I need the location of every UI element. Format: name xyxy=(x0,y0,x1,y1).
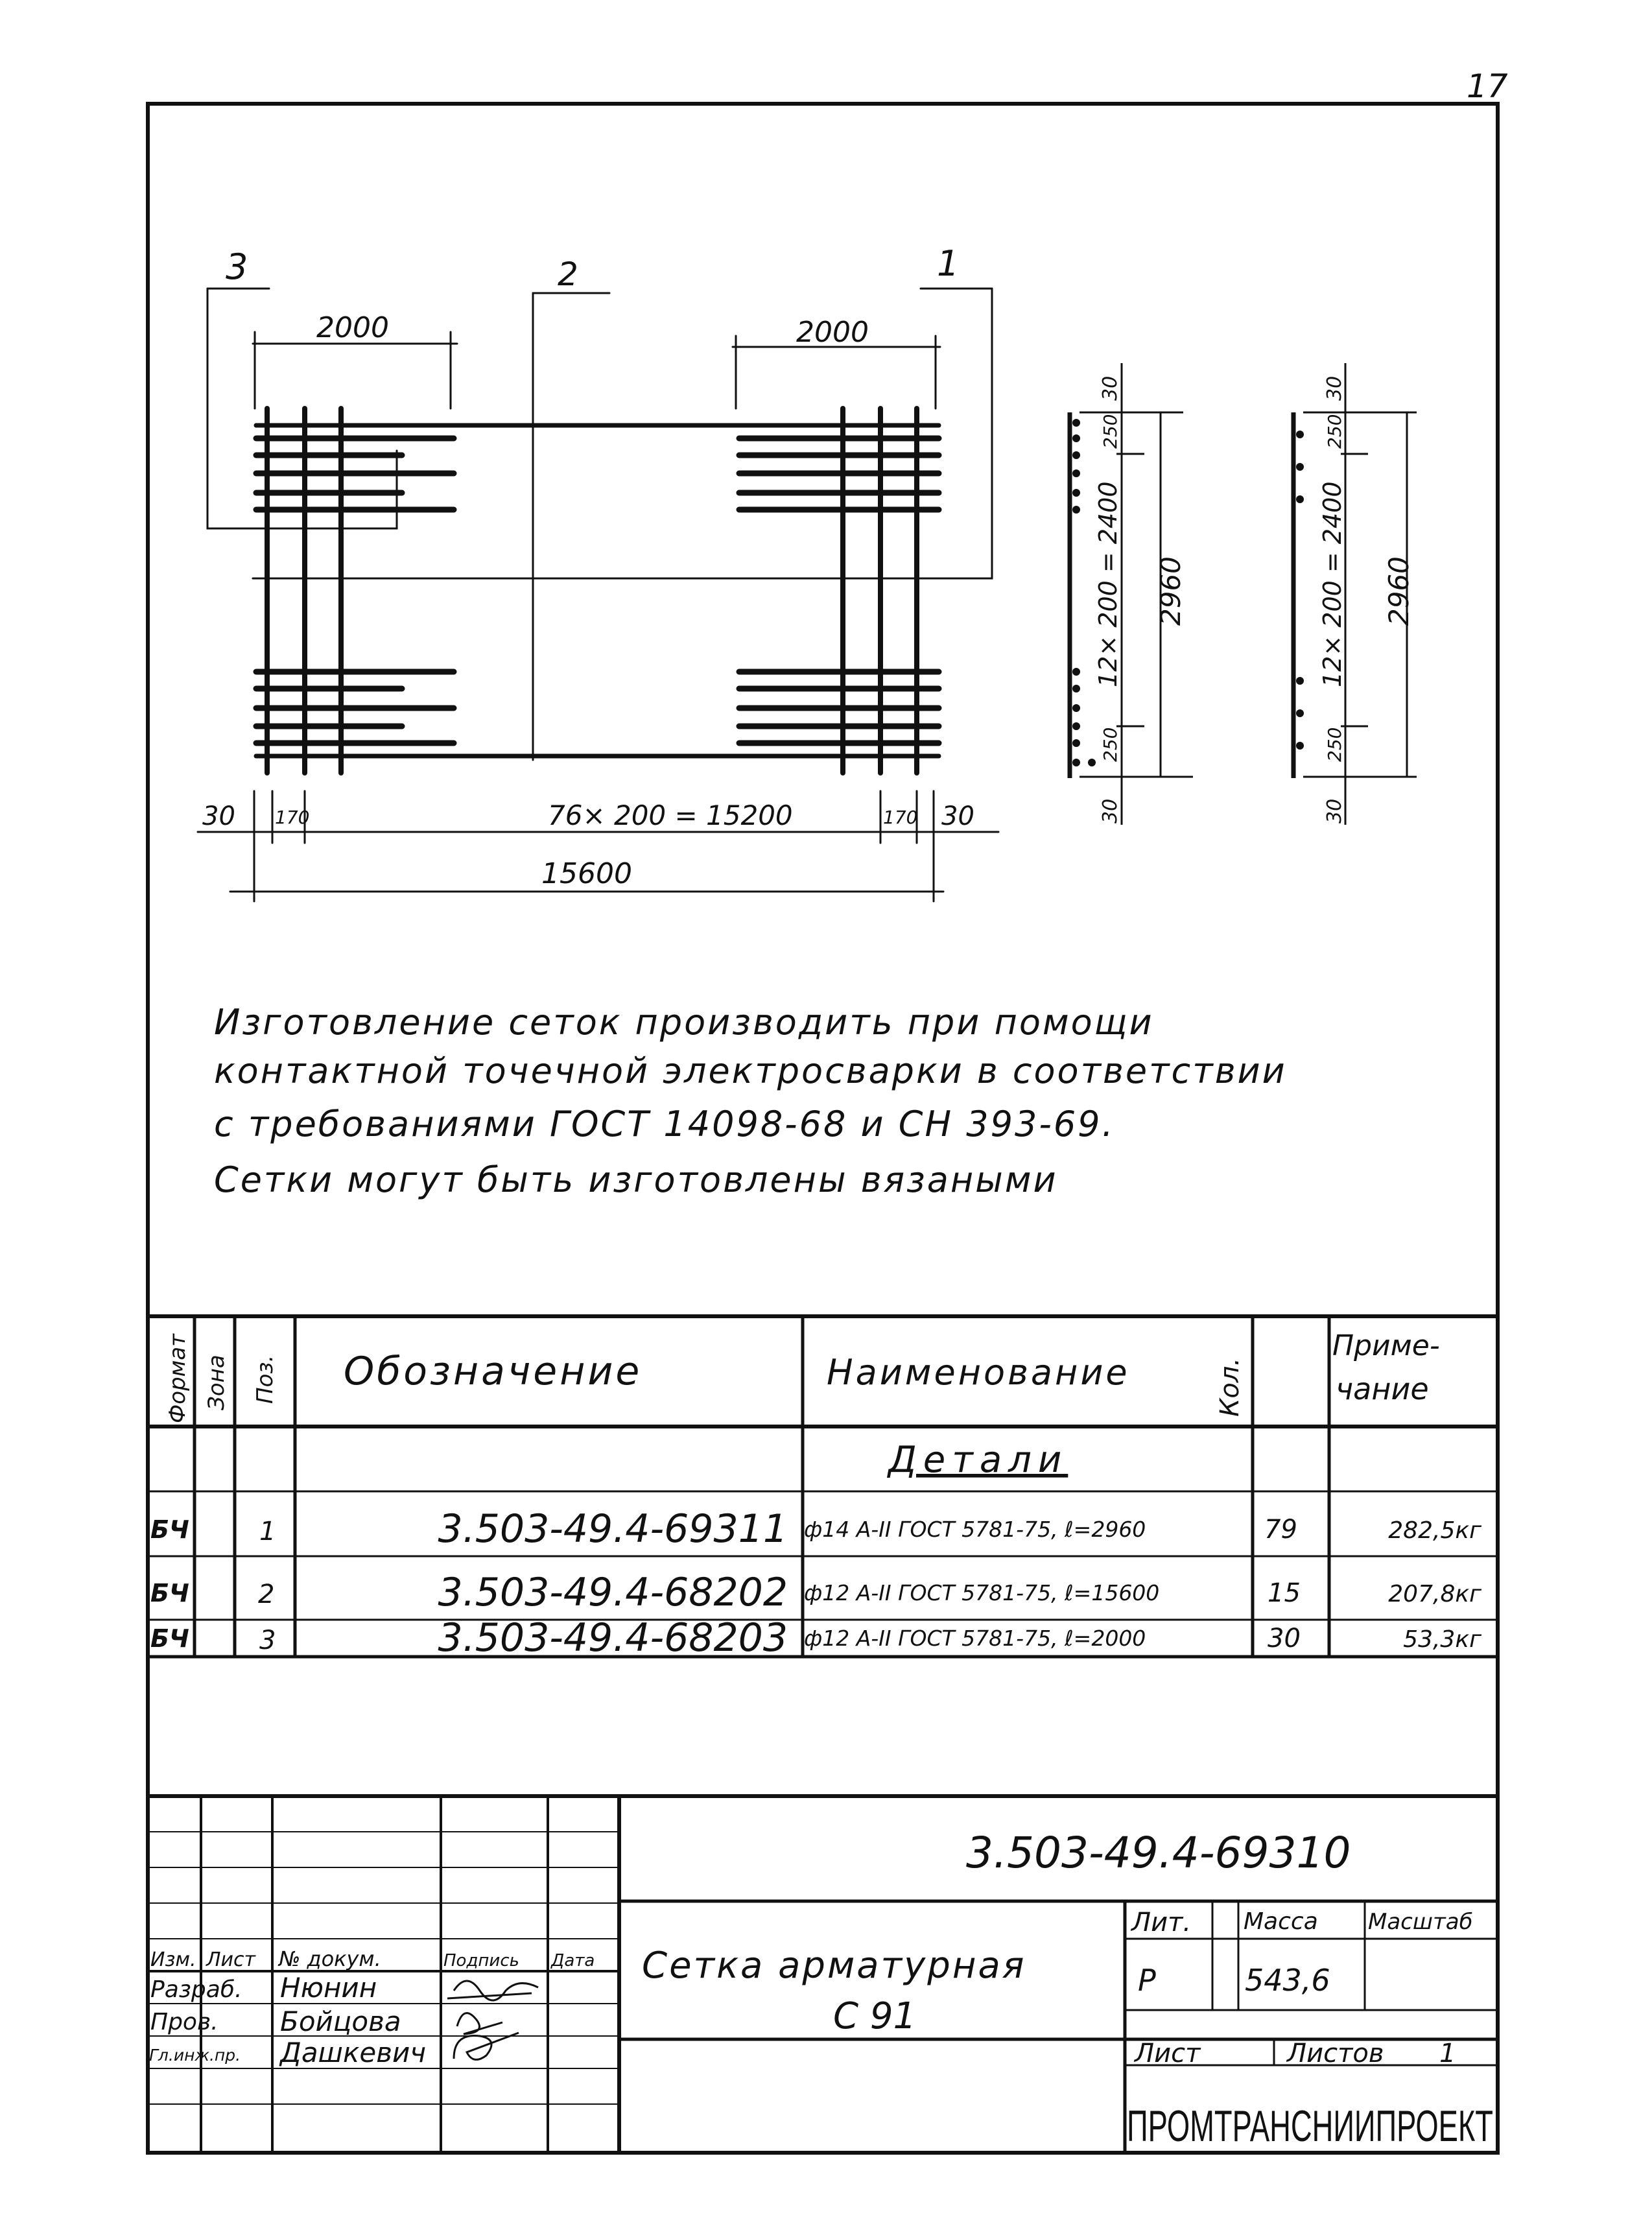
col-list: Лист xyxy=(206,1948,256,1971)
notes xyxy=(214,1002,1287,1200)
row-qty: 15 xyxy=(1268,1578,1301,1608)
row-format: БЧ xyxy=(150,1515,189,1544)
s2-250-top: 250 xyxy=(1324,414,1345,449)
name-checker: Бойцова xyxy=(280,2006,401,2037)
mass-value: 543,6 xyxy=(1245,1963,1330,1998)
doc-code: 3.503-49.4-69310 xyxy=(966,1828,1351,1878)
row-name: ф14 А-II ГОСТ 5781-75, ℓ=2960 xyxy=(804,1517,1146,1542)
row-designation: 3.503-49.4-69311 xyxy=(438,1506,788,1552)
dim-2000-right: 2000 xyxy=(796,316,869,349)
title-block-columns xyxy=(150,1947,595,1971)
name-developer: Нюнин xyxy=(280,1972,377,2004)
row-name: ф12 А-II ГОСТ 5781-75, ℓ=2000 xyxy=(804,1626,1146,1651)
section-title-details: Детали xyxy=(888,1439,1068,1481)
longitudinal-bars-ends xyxy=(256,438,939,743)
header-note-1: Приме- xyxy=(1332,1329,1440,1362)
header-designation: Обозначение xyxy=(344,1349,643,1394)
pos-label-1: 1 xyxy=(937,243,960,284)
row-note: 207,8кг xyxy=(1388,1581,1481,1607)
name-chief-engineer: Дашкевич xyxy=(280,2037,427,2068)
s2-total: 2960 xyxy=(1383,556,1415,626)
role-developer: Разраб. xyxy=(150,1976,242,2003)
dim-170-right: 170 xyxy=(883,807,918,828)
s1-250-bot: 250 xyxy=(1100,727,1121,762)
s2-mid: 12× 200 = 2400 xyxy=(1318,481,1347,687)
s2-30-bot: 30 xyxy=(1323,798,1346,823)
header-pos: Поз. xyxy=(252,1355,278,1404)
role-checker: Пров. xyxy=(150,2009,218,2035)
row-format: БЧ xyxy=(150,1579,189,1607)
s2-30-top: 30 xyxy=(1323,375,1346,401)
note-line-3: с требованиями ГОСТ 14098-68 и СН 393-69. xyxy=(214,1104,1115,1144)
sheet-label: Лист xyxy=(1135,2039,1201,2068)
row-note: 282,5кг xyxy=(1388,1517,1481,1544)
role-chief-engineer: Гл.инж.пр. xyxy=(149,2046,241,2065)
header-note-2: чание xyxy=(1336,1371,1429,1406)
header-qty: Кол. xyxy=(1215,1357,1245,1417)
row-format: БЧ xyxy=(150,1624,189,1653)
dim-30-right: 30 xyxy=(941,801,974,831)
pos-label-2: 2 xyxy=(558,255,578,293)
row-designation: 3.503-49.4-68203 xyxy=(438,1615,788,1661)
col-data: Дата xyxy=(551,1951,595,1971)
dim-main: 76× 200 = 15200 xyxy=(548,799,793,831)
s1-30-bot: 30 xyxy=(1099,798,1122,823)
row-qty: 79 xyxy=(1264,1515,1297,1545)
lit-value: Р xyxy=(1138,1963,1156,1998)
title-line-1: Сетка арматурная xyxy=(642,1945,1026,1987)
row-note: 53,3кг xyxy=(1403,1626,1481,1653)
note-line-1: Изготовление сеток производить при помощи xyxy=(214,1002,1154,1043)
dim-2000-left: 2000 xyxy=(316,311,389,344)
row-pos: 2 xyxy=(258,1580,275,1609)
s1-total: 2960 xyxy=(1155,556,1186,626)
mass-label: Масса xyxy=(1244,1908,1318,1935)
col-podpis: Подпись xyxy=(443,1951,519,1971)
row-pos: 1 xyxy=(259,1517,276,1546)
note-line-4: Сетки могут быть изготовлены вязаными xyxy=(214,1159,1058,1200)
col-izm: Изм. xyxy=(150,1948,196,1971)
organization: ПРОМТРАНСНИИПРОЕКТ xyxy=(1127,2102,1493,2151)
title-line-2: С 91 xyxy=(833,1995,917,2037)
spec-row-1 xyxy=(150,1506,1482,1552)
s1-mid: 12× 200 = 2400 xyxy=(1094,481,1122,687)
signatures xyxy=(447,1981,538,2059)
pos1-callout xyxy=(908,289,992,578)
header-format: Формат xyxy=(165,1334,191,1423)
spec-row-2 xyxy=(150,1570,1482,1615)
row-designation: 3.503-49.4-68202 xyxy=(438,1570,788,1615)
header-name: Наименование xyxy=(827,1352,1130,1393)
dim-170-left: 170 xyxy=(275,807,310,828)
spec-row-3 xyxy=(150,1615,1482,1661)
dim-total: 15600 xyxy=(541,857,632,890)
pos-label-3: 3 xyxy=(226,246,248,287)
sheets-value: 1 xyxy=(1439,2039,1456,2068)
sheets-label: Листов xyxy=(1287,2039,1384,2068)
scale-label: Масштаб xyxy=(1368,1909,1473,1935)
lit-label: Лит. xyxy=(1131,1908,1192,1937)
s1-30-top: 30 xyxy=(1099,375,1122,401)
note-line-2: контактной точечной электросварки в соответствии xyxy=(214,1050,1287,1091)
signature-rows xyxy=(149,1972,426,2068)
transverse-bars xyxy=(267,408,917,773)
row-name: ф12 А-II ГОСТ 5781-75, ℓ=15600 xyxy=(804,1580,1160,1605)
col-ndoc: № докум. xyxy=(279,1947,381,1971)
header-zone: Зона xyxy=(204,1355,230,1410)
page-number: 17 xyxy=(1467,67,1508,105)
s2-250-bot: 250 xyxy=(1324,727,1345,762)
s1-250-top: 250 xyxy=(1100,414,1121,449)
row-qty: 30 xyxy=(1268,1624,1301,1653)
row-pos: 3 xyxy=(259,1626,276,1655)
dim-30-left: 30 xyxy=(202,801,235,831)
